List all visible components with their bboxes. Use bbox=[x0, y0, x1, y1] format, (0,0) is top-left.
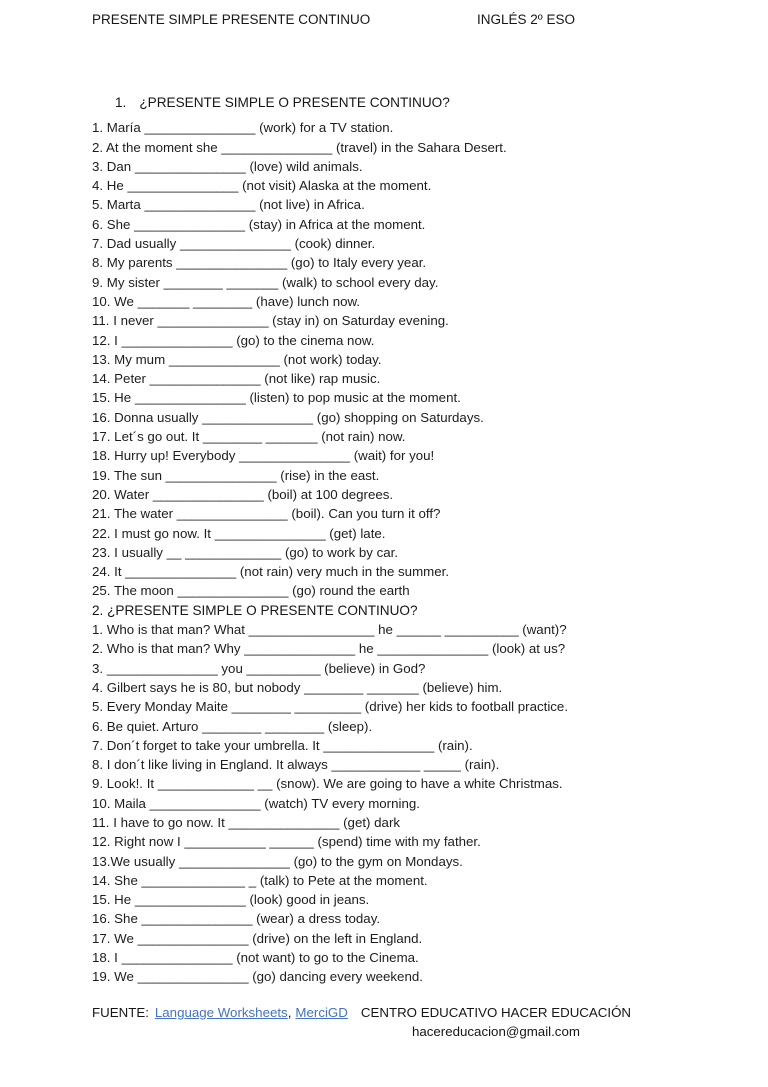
exercise2-sentence: 8. I don´t like living in England. It always ____________ _____ (rain). bbox=[92, 757, 500, 773]
exercise2-heading: 2. ¿PRESENTE SIMPLE O PRESENTE CONTINUO? bbox=[92, 602, 418, 618]
exercise1-sentence: 17. Let´s go out. It ________ _______ (not rain) now. bbox=[92, 429, 406, 445]
exercise1-title: ¿PRESENTE SIMPLE O PRESENTE CONTINUO? bbox=[139, 95, 450, 110]
source-link-language-worksheets[interactable]: Language Worksheets bbox=[154, 1004, 288, 1020]
exercise2-sentence: 11. I have to go now. It _______________ (get) dark bbox=[92, 814, 401, 830]
exercise1-sentence: 11. I never _______________ (stay in) on Saturday evening. bbox=[92, 313, 449, 329]
exercise2-sentence: 15. He _______________ (look) good in jeans. bbox=[92, 892, 370, 908]
exercise1-sentence: 15. He _______________ (listen) to pop music at the moment. bbox=[92, 390, 461, 406]
document-header bbox=[92, 10, 740, 29]
exercise1-sentence: 14. Peter _______________ (not like) rap music. bbox=[92, 371, 381, 387]
exercise2-sentence: 9. Look!. It _____________ __ (snow). We are going to have a white Christmas. bbox=[92, 776, 563, 792]
exercise1-sentence: 5. Marta _______________ (not live) in Africa. bbox=[92, 197, 365, 213]
exercise2-sentence: 19. We _______________ (go) dancing every weekend. bbox=[92, 969, 423, 985]
exercise1-sentence: 7. Dad usually _______________ (cook) dinner. bbox=[92, 236, 376, 252]
exercise2-sentence: 10. Maila _______________ (watch) TV every morning. bbox=[92, 795, 420, 811]
exercise1-sentence: 16. Donna usually _______________ (go) shopping on Saturdays. bbox=[92, 409, 484, 425]
exercise2-sentence: 2. Who is that man? Why _______________ he _______________ (look) at us? bbox=[92, 641, 566, 657]
exercise2-sentence: 17. We _______________ (drive) on the left in England. bbox=[92, 930, 423, 946]
header-title-left: PRESENTE SIMPLE PRESENTE CONTINUO bbox=[92, 12, 371, 27]
exercise2-sentence: 7. Don´t forget to take your umbrella. It _______________ (rain). bbox=[92, 737, 473, 753]
document-footer bbox=[92, 1003, 740, 1042]
exercise2-sentence: 3. _______________ you __________ (believe) in God? bbox=[92, 660, 426, 676]
footer-org-email: hacereducacion@gmail.com bbox=[411, 1024, 580, 1040]
exercise1-sentence: 3. Dan _______________ (love) wild animals. bbox=[92, 158, 363, 174]
source-link-mercigd[interactable]: MerciGD bbox=[295, 1004, 348, 1020]
exercise2-sentence: 5. Every Monday Maite ________ _________ (drive) her kids to football practice. bbox=[92, 699, 569, 715]
exercise1-items bbox=[92, 118, 740, 600]
header-title-right: INGLÉS 2º ESO bbox=[477, 12, 575, 27]
exercise1-sentence: 19. The sun _______________ (rise) in the east. bbox=[92, 467, 380, 483]
exercise1-sentence: 4. He _______________ (not visit) Alaska at the moment. bbox=[92, 178, 432, 194]
exercise2-sentence: 13.We usually _______________ (go) to the gym on Mondays. bbox=[92, 853, 463, 869]
exercise1-sentence: 24. It _______________ (not rain) very much in the summer. bbox=[92, 564, 450, 580]
exercise2-sentence: 6. Be quiet. Arturo ________ ________ (sleep). bbox=[92, 718, 373, 734]
exercise2-sentence: 18. I _______________ (not want) to go to the Cinema. bbox=[92, 950, 419, 966]
exercise2-sentence: 14. She ______________ _ (talk) to Pete at the moment. bbox=[92, 872, 428, 888]
exercise1-sentence: 13. My mum _______________ (not work) today. bbox=[92, 351, 382, 367]
exercise2-sentence: 1. Who is that man? What _________________ he ______ __________ (want)? bbox=[92, 622, 567, 638]
footer-source bbox=[92, 1003, 348, 1023]
exercise1-sentence: 8. My parents _______________ (go) to Italy every year. bbox=[92, 255, 427, 271]
footer-org-name: CENTRO EDUCATIVO HACER EDUCACIÓN bbox=[360, 1004, 632, 1020]
exercise2-sentence: 12. Right now I ___________ ______ (spend) time with my father. bbox=[92, 834, 481, 850]
exercise1-sentence: 2. At the moment she _______________ (travel) in the Sahara Desert. bbox=[92, 139, 507, 155]
exercise1-sentence: 22. I must go now. It _______________ (get) late. bbox=[92, 525, 386, 541]
exercise1-sentence: 25. The moon _______________ (go) round the earth bbox=[92, 583, 410, 599]
exercise1-number: 1. bbox=[115, 95, 127, 110]
exercise1-sentence: 12. I _______________ (go) to the cinema now. bbox=[92, 332, 375, 348]
exercise1-sentence: 23. I usually __ _____________ (go) to work by car. bbox=[92, 544, 399, 560]
exercise1-sentence: 6. She _______________ (stay) in Africa at the moment. bbox=[92, 216, 426, 232]
exercise2-sentence: 16. She _______________ (wear) a dress today. bbox=[92, 911, 381, 927]
exercise1-sentence: 10. We _______ ________ (have) lunch now. bbox=[92, 293, 361, 309]
exercise2-sentence: 4. Gilbert says he is 80, but nobody ________ _______ (believe) him. bbox=[92, 679, 503, 695]
exercise1-sentence: 21. The water _______________ (boil). Can you turn it off? bbox=[92, 506, 441, 522]
source-label: FUENTE: bbox=[92, 1004, 149, 1020]
exercise1-sentence: 18. Hurry up! Everybody _______________ (wait) for you! bbox=[92, 448, 435, 464]
exercise1-sentence: 9. My sister ________ _______ (walk) to school every day. bbox=[92, 274, 439, 290]
source-separator: , bbox=[287, 1004, 292, 1020]
exercise1-sentence: 1. María _______________ (work) for a TV station. bbox=[92, 120, 394, 136]
exercise2-items bbox=[92, 620, 740, 987]
footer-org-block bbox=[361, 1003, 631, 1042]
exercise1-heading bbox=[92, 93, 740, 112]
exercise1-sentence: 20. Water _______________ (boil) at 100 degrees. bbox=[92, 486, 394, 502]
